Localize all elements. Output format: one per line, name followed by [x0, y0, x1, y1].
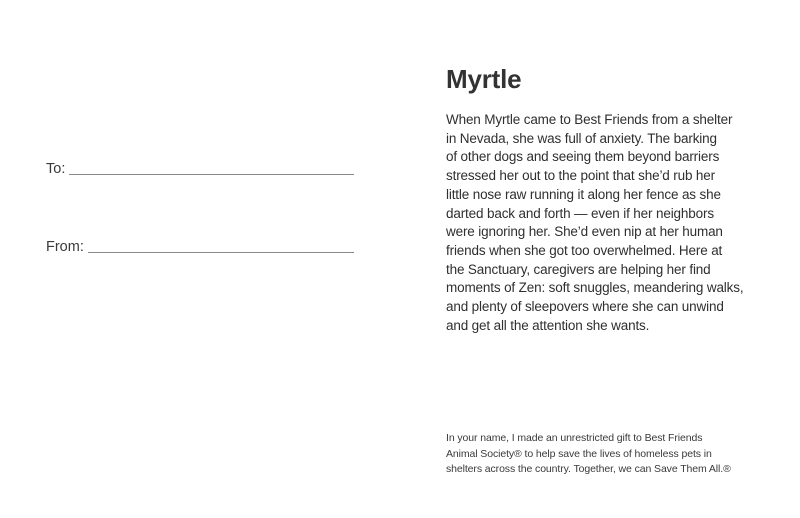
story-line: the Sanctuary, caregivers are helping her find — [446, 261, 711, 277]
story-line: were ignoring her. She’d even nip at her human — [446, 224, 723, 240]
gift-statement — [446, 431, 746, 478]
gift-statement-line: Animal Society® to help save the lives of homeless pets in — [446, 447, 712, 460]
from-write-line — [88, 252, 354, 253]
gift-statement-line: In your name, I made an unrestricted gift to Best Friends — [446, 432, 703, 444]
from-field — [46, 238, 354, 256]
from-label: From: — [46, 239, 84, 255]
story-line: in Nevada, she was full of anxiety. The barking — [446, 130, 717, 146]
gift-statement-line: shelters across the country. Together, we can Save Them All.® — [446, 463, 731, 475]
story-line: friends when she got too overwhelmed. Here at — [446, 242, 723, 258]
story-line: darted back and forth — even if her neighbors — [446, 205, 714, 221]
story-line: moments of Zen: soft snuggles, meandering walks, — [446, 280, 744, 296]
story-line: of other dogs and seeing them beyond barriers — [446, 149, 720, 165]
to-label: To: — [46, 161, 66, 177]
story-line: and get all the attention she wants. — [446, 317, 650, 333]
story-line: When Myrtle came to Best Friends from a shelter — [446, 112, 733, 127]
story-line: and plenty of sleepovers where she can unwind — [446, 299, 724, 315]
to-write-line — [69, 174, 354, 175]
to-field — [46, 160, 354, 178]
pet-story — [446, 111, 746, 335]
story-line: stressed her out to the point that she’d rub her — [446, 168, 715, 184]
pet-name-title: Myrtle — [446, 64, 522, 94]
story-line: little nose raw running it along her fence as she — [446, 186, 721, 202]
